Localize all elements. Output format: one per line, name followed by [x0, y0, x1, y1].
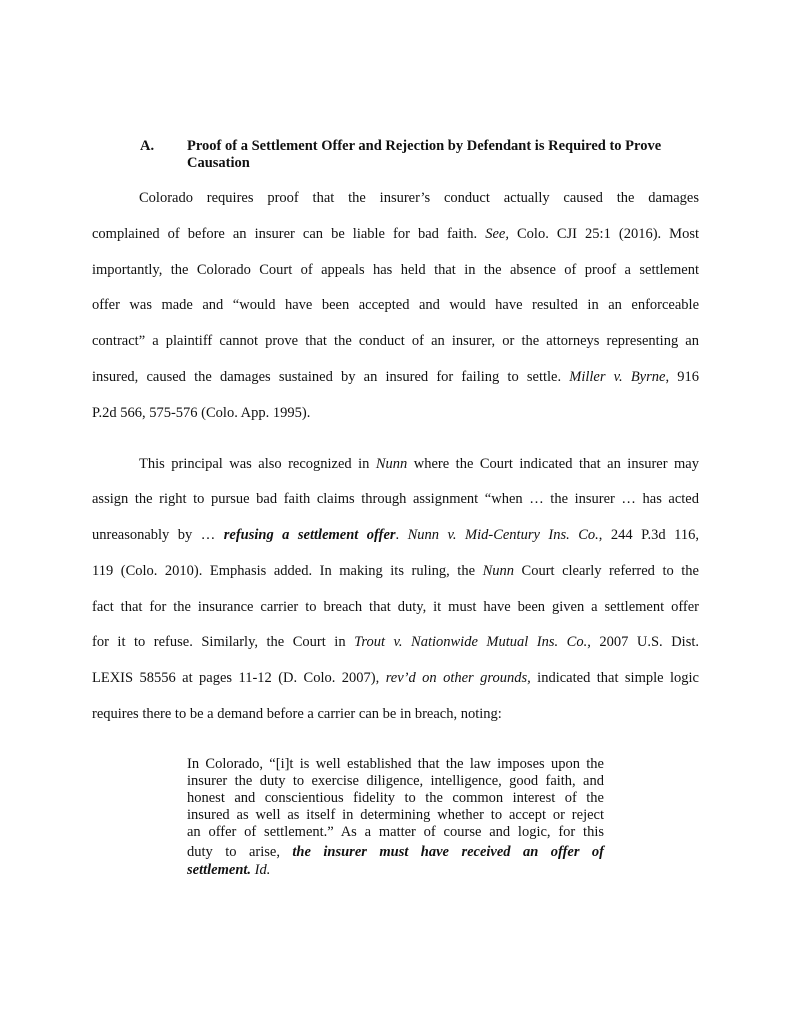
p1-text: insured, caused the damages sustained by an insured for failing to settle.: [92, 369, 570, 385]
quote-line-5: an offer of settlement.” As a matter of course and logic, for this: [187, 824, 604, 840]
p1-text: Colo. CJI 25:1 (2016). Most: [508, 226, 699, 242]
section-title-line-1: Proof of a Settlement Offer and Rejection by Defendant is Required to Prove: [187, 138, 662, 154]
quote-line-3: honest and conscientious fidelity to the common interest of the: [187, 790, 604, 806]
quote-line-1: In Colorado, “[i]t is well established that the law imposes upon the: [187, 756, 604, 772]
case-name: Miller v. Byrne: [569, 369, 666, 385]
p2-line-5: fact that for the insurance carrier to breach that duty, it must have been given a settlement offer: [92, 599, 699, 615]
quote-line-6: [187, 844, 604, 861]
p2-text: LEXIS 58556 at pages 11-12 (D. Colo. 2007),: [92, 670, 386, 686]
p2-line-8: requires there to be a demand before a carrier can be in breach, noting:: [92, 706, 502, 722]
citation-signal: See,: [485, 226, 509, 242]
section-number: A.: [140, 138, 155, 154]
quote-line-7: [187, 862, 604, 879]
p2-line-1: [139, 456, 699, 473]
citation-signal: Id.: [251, 862, 271, 878]
quote-line-4: insured as well as itself in determining whether to accept or reject: [187, 807, 604, 823]
p2-text: indicated that simple logic: [530, 670, 699, 686]
p1-line-4: offer was made and “would have been accepted and would have resulted in an enforceable: [92, 297, 699, 313]
p2-text: , 244 P.3d 116,: [598, 527, 699, 543]
citation-signal: rev’d on other grounds,: [385, 670, 531, 686]
emphasis-text: refusing a settlement offer: [223, 527, 396, 543]
case-name: Nunn: [482, 563, 514, 579]
quote-line-2: insurer the duty to exercise diligence, intelligence, good faith, and: [187, 773, 604, 789]
p2-text: , 2007 U.S. Dist.: [587, 634, 699, 650]
p2-line-4: [92, 563, 699, 580]
p1-line-3: importantly, the Colorado Court of appeals has held that in the absence of proof a settlement: [92, 262, 699, 278]
p1-text: , 916: [665, 369, 699, 385]
emphasis-text: the insurer must have received an offer of: [292, 844, 605, 860]
p2-line-6: [92, 634, 699, 651]
emphasis-text: settlement.: [187, 862, 252, 878]
section-title: [187, 138, 700, 172]
p1-line-5: contract” a plaintiff cannot prove that the conduct of an insurer, or the attorneys representing an: [92, 333, 699, 349]
p2-text: 119 (Colo. 2010). Emphasis added. In making its ruling, the: [92, 563, 483, 579]
p2-text: for it to refuse. Similarly, the Court in: [92, 634, 355, 650]
p1-line-7: P.2d 566, 575-576 (Colo. App. 1995).: [92, 405, 311, 421]
p2-text: This principal was also recognized in: [139, 456, 376, 472]
case-name: Trout v. Nationwide Mutual Ins. Co.: [354, 634, 588, 650]
p2-line-2: assign the right to pursue bad faith claims through assignment “when … the insurer … has acted: [92, 491, 699, 507]
p1-text: complained of before an insurer can be liable for bad faith.: [92, 226, 486, 242]
quote-text: duty to arise,: [187, 844, 293, 860]
p2-text: Court clearly referred to the: [513, 563, 699, 579]
p2-text: where the Court indicated that an insurer may: [407, 456, 699, 472]
p2-text: unreasonably by …: [92, 527, 224, 543]
case-name: Nunn: [375, 456, 408, 472]
p2-text: .: [395, 527, 408, 543]
p2-line-7: [92, 670, 699, 687]
case-name: Nunn v. Mid-Century Ins. Co.: [407, 527, 599, 543]
p1-line-2: [92, 226, 699, 243]
p1-line-6: [92, 369, 699, 386]
p2-line-3: [92, 527, 699, 544]
section-title-line-2: Causation: [187, 155, 250, 171]
p1-line-1: Colorado requires proof that the insurer’s conduct actually caused the damages: [139, 190, 699, 206]
